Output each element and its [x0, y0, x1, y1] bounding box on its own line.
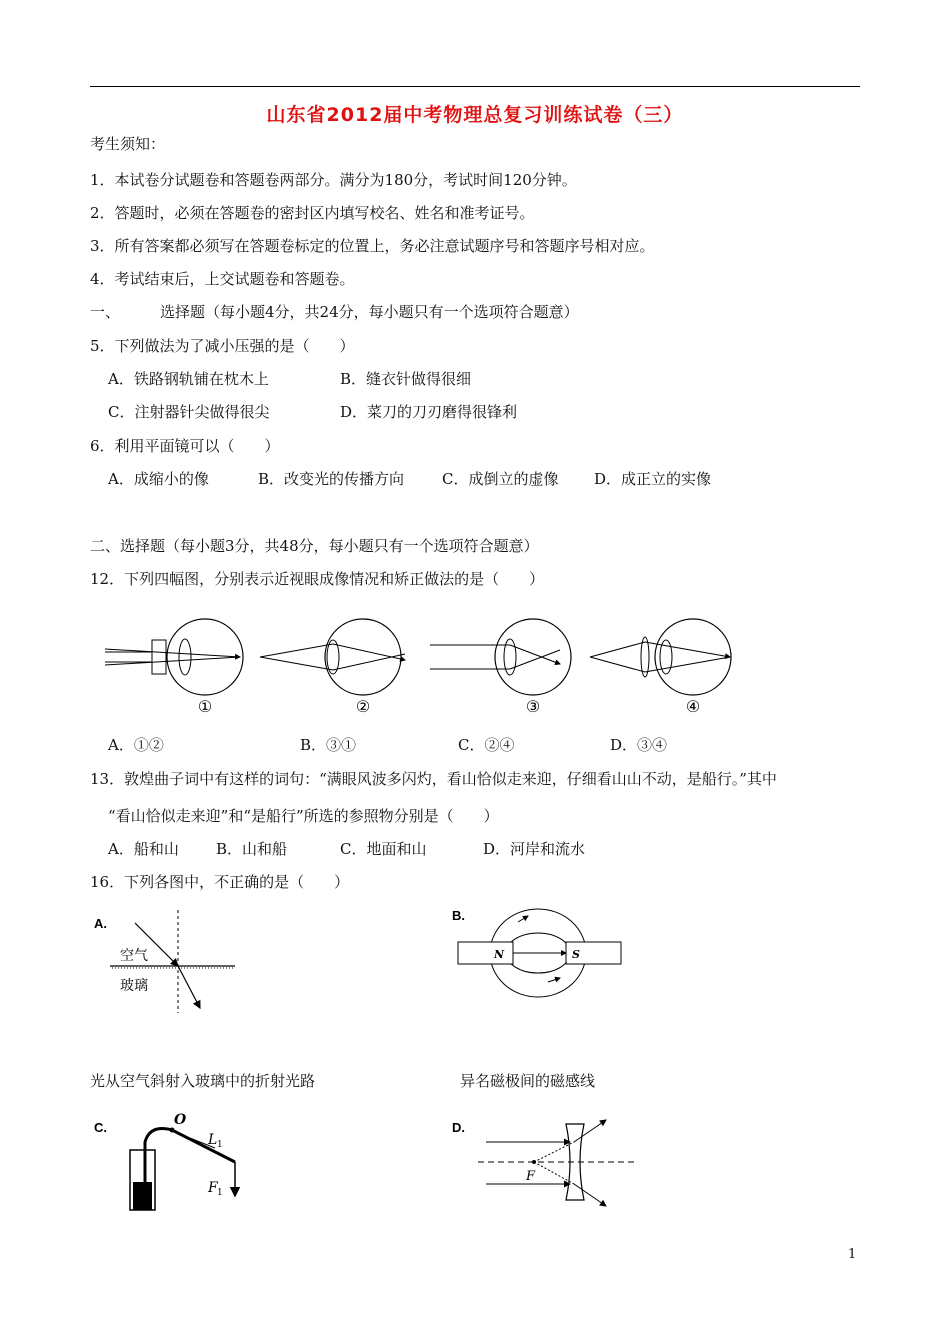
q12-option-c: C．②④ — [458, 736, 515, 754]
eye-figure-2 — [260, 619, 405, 716]
q6-option-d: D．成正立的实像 — [594, 470, 712, 488]
q5-option-a: A．铁路钢轨铺在枕木上 — [108, 370, 269, 388]
notice-item-1: 1．本试卷分试题卷和答题卷两部分。满分为180分，考试时间120分钟。 — [90, 171, 577, 189]
q13-option-b: B．山和船 — [216, 840, 288, 858]
q5-option-d: D．菜刀的刀刃磨得很锋利 — [340, 403, 518, 421]
eye-figure-1-label: ① — [197, 697, 213, 716]
notice-heading: 考生须知： — [90, 135, 166, 153]
section1-number: 一、 — [90, 303, 121, 321]
q5-stem: 5．下列做法为了减小压强的是（ ） — [90, 337, 355, 355]
q13-option-c: C．地面和山 — [340, 840, 427, 858]
fig-b-caption: 异名磁极间的磁感线 — [460, 1072, 596, 1090]
q13-option-d: D．河岸和流水 — [483, 840, 586, 858]
q6-stem: 6．利用平面镜可以（ ） — [90, 437, 280, 455]
q12-option-a: A．①② — [108, 736, 164, 754]
fig-d-letter: D. — [452, 1120, 465, 1135]
q12-option-b: B．③① — [300, 736, 357, 754]
q16-stem: 16．下列各图中，不正确的是（ ） — [90, 873, 350, 891]
q12-stem: 12．下列四幅图，分别表示近视眼成像情况和矫正做法的是（ ） — [90, 570, 545, 588]
notice-item-4: 4．考试结束后，上交试题卷和答题卷。 — [90, 270, 355, 288]
q12-option-d: D．③④ — [610, 736, 668, 754]
q13-option-a: A．船和山 — [108, 840, 179, 858]
fig-c-l1-subscript: 1 — [217, 1140, 223, 1150]
eye-figure-1 — [105, 619, 243, 716]
fig-b-letter: B. — [452, 908, 465, 923]
fig-c-l1-label: L — [208, 1132, 218, 1148]
lens-diagram — [448, 1112, 648, 1222]
q13-stem-line1: 13．敦煌曲子词中有这样的词句：“满眼风波多闪灼，看山恰似走来迎，仔细看山山不动，是船行。”其中 — [90, 770, 777, 788]
q5-option-b: B．缝衣针做得很细 — [340, 370, 472, 388]
header-rule — [90, 86, 860, 87]
fig-c-f1-subscript: 1 — [217, 1188, 223, 1198]
fig-a-letter: A. — [94, 916, 107, 931]
fig-c-f1-label: F — [208, 1180, 218, 1196]
q13-stem-line2: “看山恰似走来迎”和“是船行”所选的参照物分别是（ ） — [108, 807, 499, 825]
q6-option-a: A．成缩小的像 — [108, 470, 209, 488]
eye-figure-4 — [590, 619, 731, 716]
magnetic-field-diagram — [448, 900, 628, 1010]
fig-b-north-pole: N — [494, 948, 505, 961]
fig-d-focus-label: F — [526, 1169, 536, 1184]
fig-c-letter: C. — [94, 1120, 107, 1135]
eye-figure-3-label: ③ — [525, 697, 541, 716]
refraction-diagram — [90, 908, 250, 1018]
eye-diagrams — [100, 612, 740, 720]
fig-a-caption: 光从空气斜射入玻璃中的折射光路 — [90, 1072, 316, 1090]
page-number: 1 — [848, 1247, 857, 1262]
lever-diagram — [90, 1112, 260, 1222]
fig-a-glass-label: 玻璃 — [120, 978, 148, 994]
eye-figure-2-label: ② — [355, 697, 371, 716]
eye-figure-3 — [430, 619, 571, 716]
section2-heading: 二、选择题（每小题3分，共48分，每小题只有一个选项符合题意） — [90, 537, 539, 555]
page-title: 山东省2012届中考物理总复习训练试卷（三） — [266, 104, 684, 126]
q5-option-c: C．注射器针尖做得很尖 — [108, 403, 270, 421]
section1-heading: 选择题（每小题4分，共24分，每小题只有一个选项符合题意） — [160, 303, 579, 321]
fig-a-air-label: 空气 — [120, 948, 148, 964]
fig-c-fulcrum-label: O — [174, 1112, 187, 1128]
fig-b-south-pole: S — [572, 948, 580, 961]
notice-item-2: 2．答题时，必须在答题卷的密封区内填写校名、姓名和准考证号。 — [90, 204, 535, 222]
eye-figure-4-label: ④ — [685, 697, 701, 716]
q6-option-b: B．改变光的传播方向 — [258, 470, 405, 488]
notice-item-3: 3．所有答案都必须写在答题卷标定的位置上，务必注意试题序号和答题序号相对应。 — [90, 237, 655, 255]
q6-option-c: C．成倒立的虚像 — [442, 470, 559, 488]
